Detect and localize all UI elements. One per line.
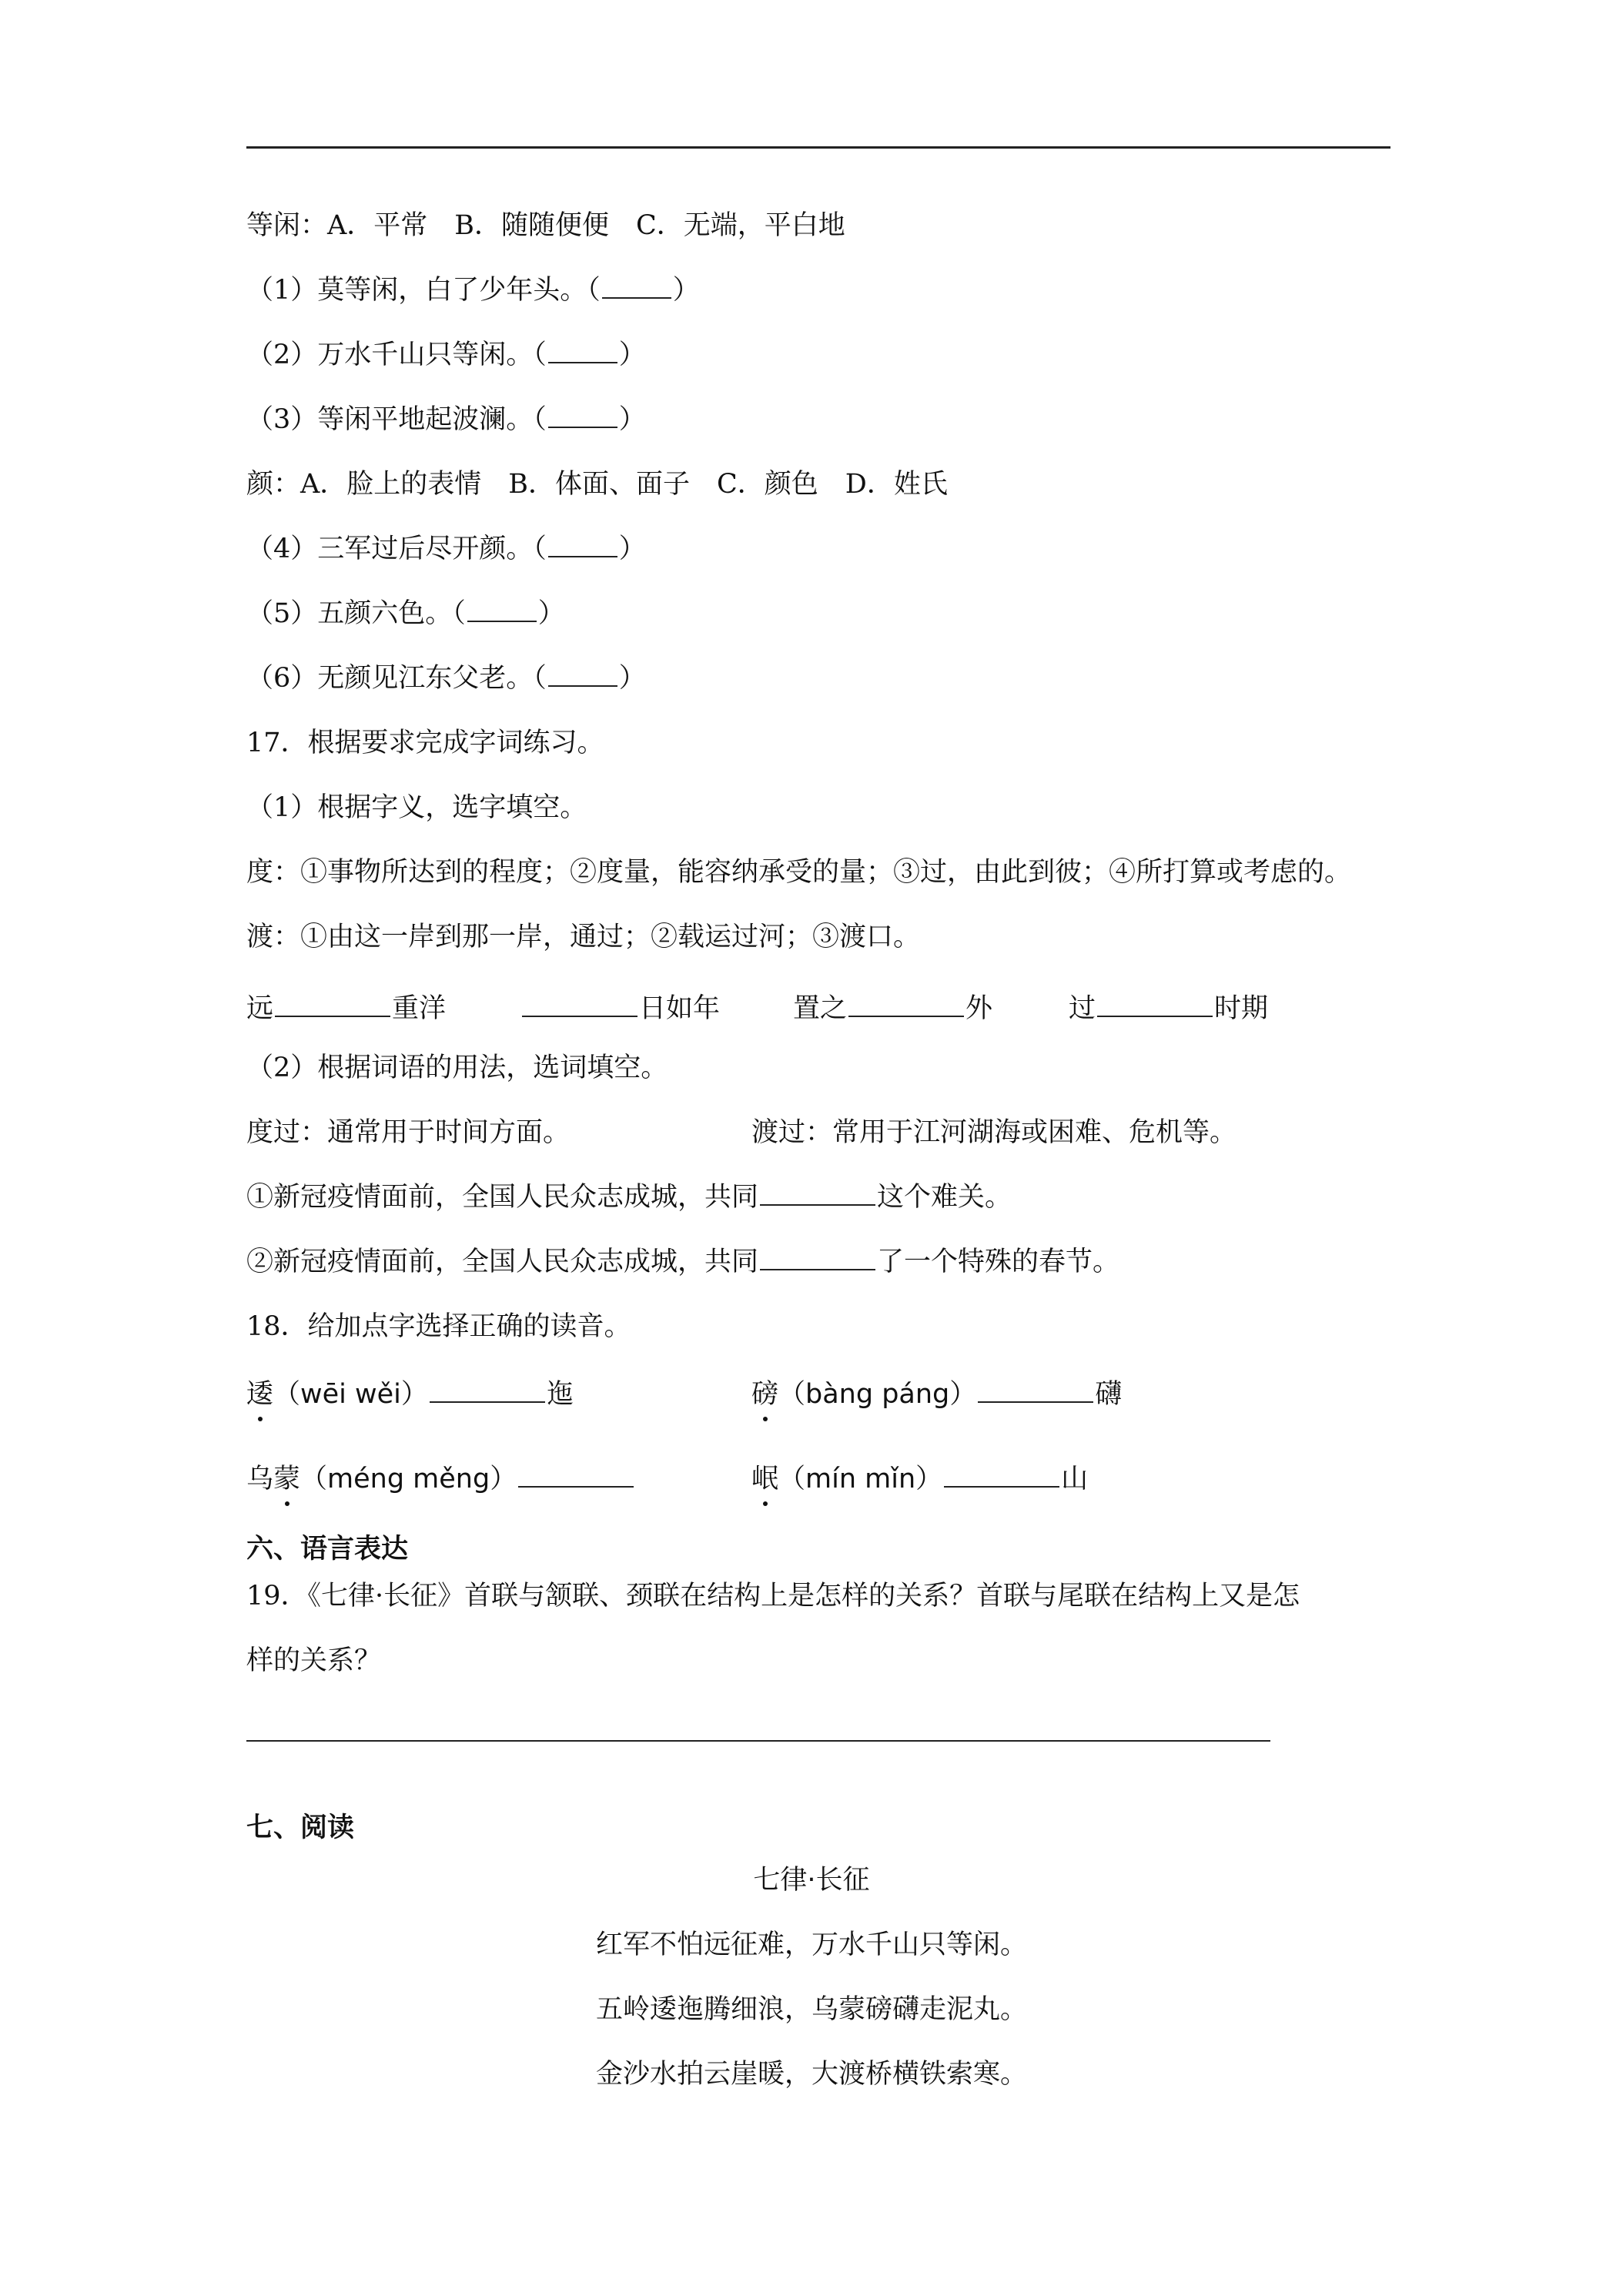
- answer-blank[interactable]: [275, 1015, 390, 1017]
- section-heading-6: 六、语言表达: [246, 1533, 409, 1565]
- pinyin-options: （bàng páng）: [778, 1379, 977, 1410]
- yan-definition: 颜：A．脸上的表情 B．体面、面子 C．颜色 D．姓氏: [246, 469, 948, 500]
- q17-sentence-1: ①新冠疫情面前，全国人民众志成城，共同 这个难关。: [246, 1182, 1012, 1213]
- answer-blank[interactable]: [522, 1015, 637, 1017]
- dengxian-definition: 等闲：A．平常 B．随随便便 C．无端，平白地: [246, 210, 845, 241]
- dotted-char: 蒙: [273, 1464, 301, 1494]
- q18-item-c: 乌蒙（méng měng）: [246, 1463, 635, 1495]
- poem-title: 七律·长征: [753, 1865, 870, 1896]
- q18-title: 18．给加点字选择正确的读音。: [246, 1311, 631, 1342]
- dotted-char: 岷: [751, 1464, 779, 1494]
- section-heading-7: 七、阅读: [246, 1812, 355, 1843]
- du2-definition: 渡：①由这一岸到那一岸，通过；②载运过河；③渡口。: [246, 922, 921, 952]
- answer-blank[interactable]: [978, 1401, 1093, 1403]
- q18-item-b: 磅（bàng páng） 礴: [751, 1379, 1123, 1410]
- answer-blank[interactable]: [548, 361, 617, 363]
- q19-line-2: 样的关系？: [246, 1645, 382, 1676]
- duguo-usage: 度过：通常用于时间方面。: [246, 1117, 571, 1148]
- q18-item-a: 逶（wēi wěi） 迤: [246, 1379, 574, 1410]
- fill-item-2: 日如年: [520, 987, 720, 1026]
- q19-line-1: 19．《七律·长征》首联与颔联、颈联在结构上是怎样的关系？首联与尾联在结构上又是怎: [246, 1581, 1300, 1612]
- q17-sentence-2: ②新冠疫情面前，全国人民众志成城，共同 了一个特殊的春节。: [246, 1247, 1120, 1277]
- answer-blank[interactable]: [760, 1203, 875, 1206]
- poem-line-2: 五岭逶迤腾细浪，乌蒙磅礴走泥丸。: [595, 1994, 1027, 2025]
- fill-item-3: 置之 外: [793, 993, 993, 1024]
- poem-line-3: 金沙水拍云崖暖，大渡桥横铁索寒。: [595, 2059, 1027, 2090]
- q17-part2: （2）根据词语的用法，选词填空。: [246, 1053, 668, 1083]
- poem-line-1: 红军不怕远征难，万水千山只等闲。: [595, 1930, 1027, 1960]
- dotted-char: 逶: [246, 1379, 274, 1410]
- q16-item-4: （4）三军过后尽开颜。（ ）: [246, 534, 646, 564]
- q18-item-d: 岷（mín mǐn） 山: [751, 1464, 1089, 1494]
- answer-blank[interactable]: [1097, 1015, 1213, 1017]
- answer-blank[interactable]: [944, 1485, 1059, 1488]
- fill-item-1: 远 重洋: [246, 993, 447, 1024]
- answer-blank[interactable]: [548, 684, 617, 687]
- dotted-char: 磅: [751, 1379, 779, 1410]
- answer-blank[interactable]: [518, 1485, 634, 1488]
- pinyin-options: （wēi wěi）: [273, 1379, 428, 1410]
- q17-title: 17．根据要求完成字词练习。: [246, 728, 604, 758]
- answer-blank[interactable]: [602, 296, 671, 299]
- answer-blank[interactable]: [760, 1268, 875, 1270]
- answer-blank[interactable]: [430, 1401, 545, 1403]
- q16-item-3: （3）等闲平地起波澜。（ ）: [246, 404, 646, 435]
- fill-item-4: 过 时期: [1069, 993, 1269, 1024]
- q16-item-5: （5）五颜六色。（ ）: [246, 598, 565, 629]
- du-definition: 度：①事物所达到的程度；②度量，能容纳承受的量；③过，由此到彼；④所打算或考虑的。: [246, 857, 1352, 888]
- q17-part1: （1）根据字义，选字填空。: [246, 792, 587, 823]
- q16-item-1: （1）莫等闲，白了少年头。（ ）: [246, 275, 700, 306]
- pinyin-options: （mín mǐn）: [778, 1464, 943, 1494]
- answer-line[interactable]: [246, 1740, 1270, 1742]
- answer-blank[interactable]: [467, 620, 537, 622]
- q16-item-2: （2）万水千山只等闲。（ ）: [246, 340, 646, 370]
- answer-blank[interactable]: [548, 426, 617, 428]
- q16-item-6: （6）无颜见江东父老。（ ）: [246, 663, 646, 694]
- header-rule: [246, 146, 1390, 149]
- duguo2-usage: 渡过：常用于江河湖海或困难、危机等。: [751, 1117, 1237, 1148]
- answer-blank[interactable]: [548, 555, 617, 557]
- answer-blank[interactable]: [848, 1015, 964, 1017]
- pinyin-options: （méng měng）: [300, 1464, 517, 1494]
